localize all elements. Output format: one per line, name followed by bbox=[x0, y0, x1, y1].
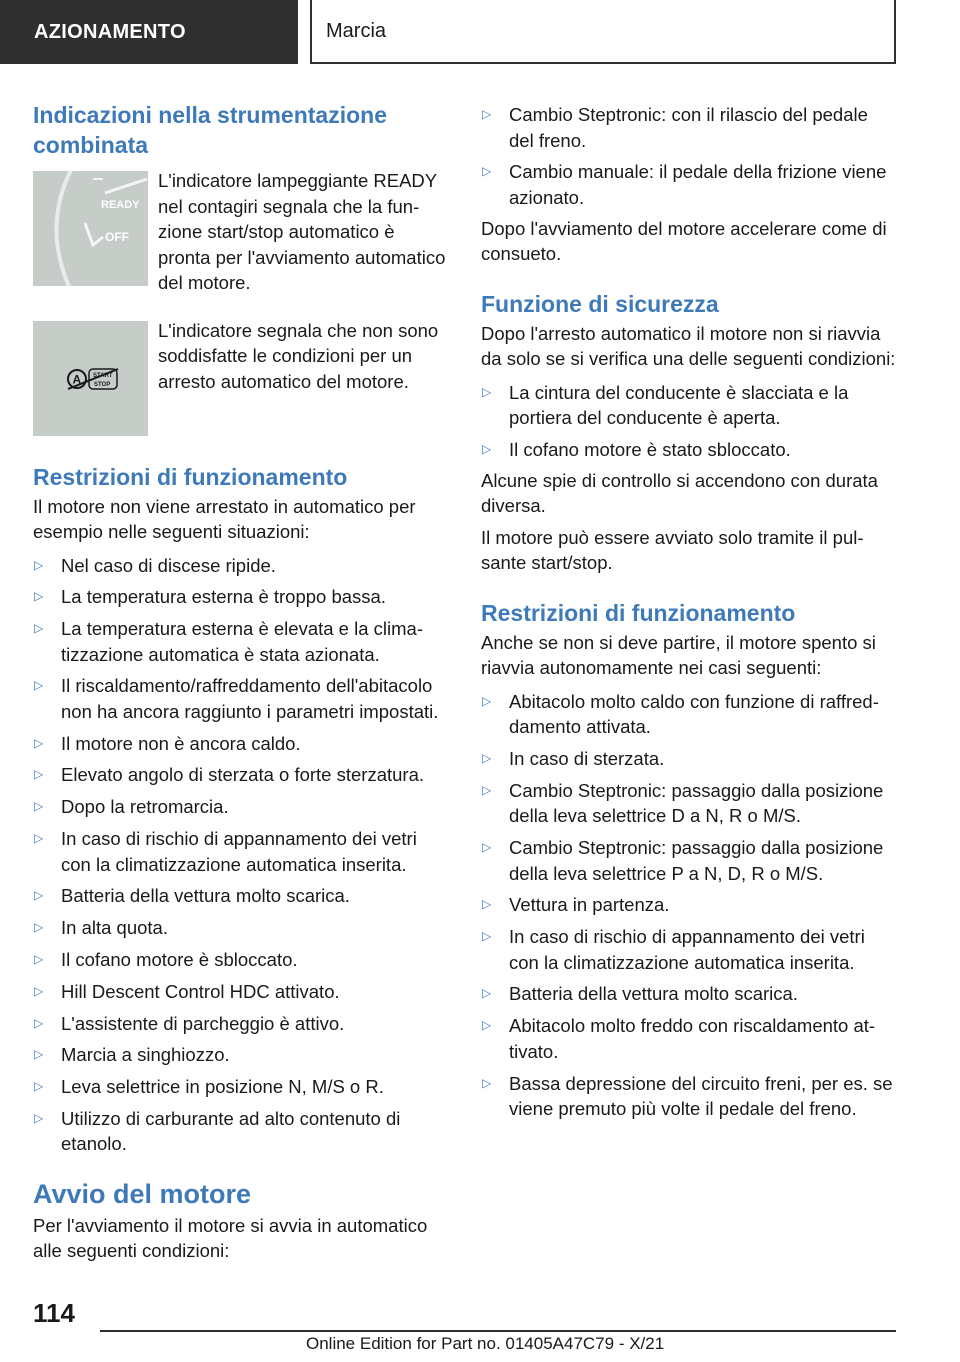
start-stop-indicator-text: L'indicatore segnala che non sono soddisfatte le condizioni per un arresto automatico del motore. bbox=[158, 319, 439, 392]
list-item-text: Il cofano motore è stato sbloccato. bbox=[509, 438, 791, 460]
list-item-text: Abitacolo molto caldo con funzione di raffreddamento attivata. bbox=[509, 690, 879, 738]
restart-condition-item bbox=[481, 778, 897, 829]
warning-lights-note: Alcune spie di controllo si accendono con durata diversa. bbox=[481, 469, 878, 517]
safety-conditions-list bbox=[481, 380, 897, 463]
after-start-text: Dopo l'avviamento del motore accelerare come di consueto. bbox=[481, 217, 887, 265]
list-item-text: Batteria della vettura molto scarica. bbox=[509, 983, 798, 1005]
page-number: 114 bbox=[33, 1298, 75, 1328]
bullet-triangle-icon: ▷ bbox=[34, 621, 44, 636]
footer-edition-link[interactable]: Online Edition for Part no. 01405A47C79 - X/21 bbox=[306, 1334, 665, 1353]
restart-condition-item bbox=[481, 892, 897, 918]
restart-condition-item bbox=[481, 924, 897, 975]
auto-letter: A bbox=[72, 372, 82, 386]
bullet-triangle-icon: ▷ bbox=[482, 1018, 492, 1033]
tachometer-icon bbox=[33, 171, 148, 286]
restriction-item bbox=[33, 616, 449, 667]
list-item-text: Il cofano motore è sbloccato. bbox=[61, 948, 298, 970]
start-condition-item bbox=[481, 102, 897, 153]
list-item-text: Utilizzo di carburante ad alto contenuto di etanolo. bbox=[61, 1107, 401, 1155]
restart-intro: Anche se non si deve partire, il motore spento si riavvia autonomamente nei casi seguenti: bbox=[481, 631, 876, 679]
restriction-item bbox=[33, 883, 449, 909]
bullet-triangle-icon: ▷ bbox=[34, 920, 44, 935]
restart-condition-item bbox=[481, 746, 897, 772]
list-item-text: In caso di sterzata. bbox=[509, 747, 665, 769]
bullet-triangle-icon: ▷ bbox=[482, 897, 492, 912]
list-item-text: Vettura in partenza. bbox=[509, 894, 670, 916]
restart-conditions-list bbox=[481, 689, 897, 1122]
bullet-triangle-icon: ▷ bbox=[34, 678, 44, 693]
chapter-tab bbox=[0, 0, 298, 64]
bullet-triangle-icon: ▷ bbox=[482, 929, 492, 944]
bullet-triangle-icon: ▷ bbox=[34, 1047, 44, 1062]
list-item-text: Il riscaldamento/raffreddamento dell'abitacolo non ha ancora raggiunto i parametri impostati. bbox=[61, 675, 439, 722]
ready-indicator-row bbox=[33, 168, 449, 296]
list-item-text: Cambio Steptronic: passaggio dalla posizione della leva selettrice P a N, D, R o M/S. bbox=[509, 837, 884, 884]
bullet-triangle-icon: ▷ bbox=[34, 1079, 44, 1094]
restriction-item bbox=[33, 731, 449, 757]
bullet-triangle-icon: ▷ bbox=[482, 840, 492, 855]
list-item-text: In alta quota. bbox=[61, 917, 168, 939]
restriction-item bbox=[33, 553, 449, 579]
bullet-triangle-icon: ▷ bbox=[34, 1015, 44, 1030]
engine-start-intro: Per l'avviamento il motore si avvia in automatico alle seguenti condizioni: bbox=[33, 1214, 428, 1262]
bullet-triangle-icon: ▷ bbox=[482, 693, 492, 708]
list-item-text: Leva selettrice in posizione N, M/S o R. bbox=[61, 1076, 384, 1098]
bullet-triangle-icon: ▷ bbox=[34, 589, 44, 604]
restart-condition-item bbox=[481, 689, 897, 740]
list-item-text: Bassa depressione del circuito freni, per es. se viene premuto più volte il pedale del freno. bbox=[509, 1072, 893, 1120]
bullet-triangle-icon: ▷ bbox=[482, 441, 492, 456]
list-item-text: Cambio manuale: il pedale della frizione viene azionato. bbox=[509, 161, 887, 208]
bullet-triangle-icon: ▷ bbox=[34, 1110, 44, 1125]
chapter-title: AZIONAMENTO bbox=[34, 20, 186, 43]
start-condition-item bbox=[481, 159, 897, 210]
section-title: Marcia bbox=[326, 19, 387, 42]
bullet-triangle-icon: ▷ bbox=[482, 1075, 492, 1090]
restriction-item bbox=[33, 1106, 449, 1157]
ready-label: READY bbox=[101, 199, 140, 211]
start-stop-button-note: Il motore può essere avviato solo tramite il pulsante start/stop. bbox=[481, 526, 864, 574]
start-label: START bbox=[93, 372, 113, 379]
bullet-triangle-icon: ▷ bbox=[482, 750, 492, 765]
list-item-text: Il motore non è ancora caldo. bbox=[61, 732, 301, 754]
list-item-text: Cambio Steptronic: con il rilascio del pedale del freno. bbox=[509, 104, 868, 151]
heading-safety-function: Funzione di sicurezza bbox=[481, 290, 719, 317]
stop-label: STOP bbox=[94, 381, 111, 388]
bullet-triangle-icon: ▷ bbox=[482, 164, 492, 179]
left-column bbox=[33, 100, 449, 1264]
restrictions-list bbox=[33, 553, 449, 1157]
bullet-triangle-icon: ▷ bbox=[34, 888, 44, 903]
heading-instrument-cluster: Indicazioni nella strumentazione combinata bbox=[33, 102, 388, 158]
list-item-text: L'assistente di parcheggio è attivo. bbox=[61, 1012, 345, 1034]
list-item-text: Hill Descent Control HDC attivato. bbox=[61, 980, 340, 1002]
heading-operating-restrictions: Restrizioni di funzionamento bbox=[33, 463, 348, 490]
safety-condition-item bbox=[481, 437, 897, 463]
bullet-triangle-icon: ▷ bbox=[34, 557, 44, 572]
restriction-item bbox=[33, 947, 449, 973]
footer-divider bbox=[100, 1330, 896, 1332]
bullet-triangle-icon: ▷ bbox=[34, 799, 44, 814]
start-stop-indicator-row bbox=[33, 318, 449, 436]
list-item-text: Dopo la retromarcia. bbox=[61, 796, 229, 818]
restriction-item bbox=[33, 826, 449, 877]
list-item-text: In caso di rischio di appannamento dei vetri con la climatizzazione automatica inserita. bbox=[509, 926, 865, 973]
safety-intro: Dopo l'arresto automatico il motore non si riavvia da solo se si verifica una delle seguenti condizioni: bbox=[481, 322, 896, 370]
restriction-item bbox=[33, 762, 449, 788]
bullet-triangle-icon: ▷ bbox=[482, 986, 492, 1001]
restart-condition-item bbox=[481, 835, 897, 886]
list-item-text: Nel caso di discese ripide. bbox=[61, 554, 276, 576]
right-column bbox=[481, 102, 897, 1128]
ready-indicator-text: L'indicatore lampeggiante READY nel contagiri segnala che la funzione start/stop automatico è pronta per l'avviamento automatico del motore. bbox=[158, 170, 446, 293]
restriction-item bbox=[33, 1042, 449, 1068]
restriction-item bbox=[33, 794, 449, 820]
restriction-item bbox=[33, 584, 449, 610]
safety-condition-item bbox=[481, 380, 897, 431]
bullet-triangle-icon: ▷ bbox=[34, 983, 44, 998]
section-tab bbox=[310, 0, 896, 64]
restrictions-intro: Il motore non viene arrestato in automatico per esempio nelle seguenti situazioni: bbox=[33, 495, 416, 542]
list-item-text: Cambio Steptronic: passaggio dalla posizione della leva selettrice D a N, R o M/S. bbox=[509, 779, 884, 827]
off-label: OFF bbox=[105, 230, 129, 244]
bullet-triangle-icon: ▷ bbox=[482, 107, 492, 121]
start-conditions-list bbox=[481, 102, 897, 210]
restriction-item bbox=[33, 979, 449, 1005]
list-item-text: Batteria della vettura molto scarica. bbox=[61, 885, 350, 907]
list-item-text: Marcia a singhiozzo. bbox=[61, 1044, 230, 1066]
start-stop-indicator-image bbox=[33, 321, 148, 436]
heading-operating-restrictions-2: Restrizioni di funzionamento bbox=[481, 599, 796, 626]
bullet-triangle-icon: ▷ bbox=[34, 831, 44, 846]
bullet-triangle-icon: ▷ bbox=[34, 735, 44, 750]
restart-condition-item bbox=[481, 1013, 897, 1064]
list-item-text: La temperatura esterna è troppo bassa. bbox=[61, 586, 386, 608]
list-item-text: Elevato angolo di sterzata o forte sterzatura. bbox=[61, 764, 425, 786]
restriction-item bbox=[33, 1011, 449, 1037]
restriction-item bbox=[33, 915, 449, 941]
restart-condition-item bbox=[481, 981, 897, 1007]
bullet-triangle-icon: ▷ bbox=[482, 384, 492, 399]
heading-engine-start: Avvio del motore bbox=[33, 1178, 252, 1209]
list-item-text: La cintura del conducente è slacciata e la portiera del conducente è aperta. bbox=[509, 381, 849, 429]
auto-start-stop-icon bbox=[33, 321, 148, 436]
bullet-triangle-icon: ▷ bbox=[34, 767, 44, 782]
restriction-item bbox=[33, 1074, 449, 1100]
bullet-triangle-icon: ▷ bbox=[34, 951, 44, 966]
ready-indicator-image bbox=[33, 171, 148, 286]
list-item-text: Abitacolo molto freddo con riscaldamento attivato. bbox=[509, 1015, 876, 1062]
bullet-triangle-icon: ▷ bbox=[482, 782, 492, 797]
list-item-text: La temperatura esterna è elevata e la climatizzazione automatica è stata azionata. bbox=[61, 618, 423, 665]
restriction-item bbox=[33, 673, 449, 724]
list-item-text: In caso di rischio di appannamento dei vetri con la climatizzazione automatica inserita. bbox=[61, 828, 417, 875]
restart-condition-item bbox=[481, 1071, 897, 1122]
